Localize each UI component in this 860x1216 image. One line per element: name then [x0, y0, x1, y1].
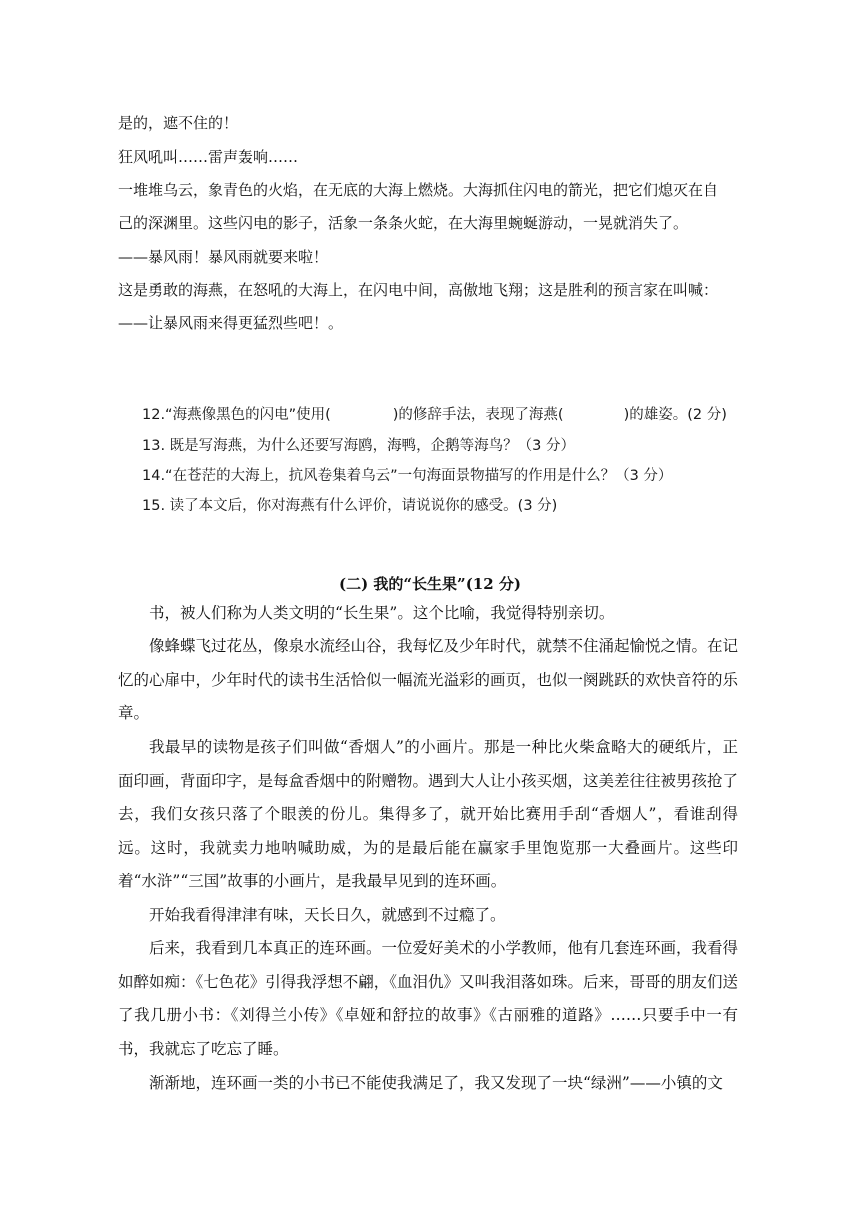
poem-line: 是的，遮不住的！	[118, 114, 239, 132]
poem-line: ——暴风雨！暴风雨就要来啦！	[118, 248, 329, 266]
section-title: (二) 我的“长生果”(12 分)	[339, 575, 521, 593]
poem-line: 一堆堆乌云，象青色的火焰，在无底的大海上燃烧。大海抓住闪电的箭光，把它们熄灭在自	[118, 181, 719, 199]
poem-line: ——让暴风雨来得更猛烈些吧！。	[118, 314, 344, 332]
question-12-text-2: )的修辞手法，表现了海燕(	[392, 407, 564, 423]
question-15: 15. 读了本文后，你对海燕有什么评价，请说说你的感受。(3 分)	[142, 498, 558, 514]
essay-paragraph: 渐渐地，连环画一类的小书已不能使我满足了，我又发现了一块“绿洲”——小镇的文	[149, 1074, 723, 1092]
question-13: 13. 既是写海燕，为什么还要写海鸥，海鸭，企鹅等海鸟？（3 分）	[142, 438, 576, 454]
question-12-text-3: )的雄姿。(2 分)	[623, 407, 727, 423]
essay-paragraph: 我最早的读物是孩子们叫做“香烟人”的小画片。那是一种比火柴盒略大的硬纸片，正面印画，背面印字，是每盒香烟中的附赠物。遇到大人让小孩买烟，这美差往往被男孩抢了去，我们女孩只落了个眼羡的份儿。集得多了，就开始比赛用手刮“香烟人”，看谁刮得远。这时，我就卖力地呐喊助威，为的是最后能在赢家手里饱览那一大叠画片。这些印着“水浒”“三国”故事的小画片，是我最早见到的连环画。	[118, 738, 739, 890]
essay-paragraph: 像蜂蝶飞过花丛，像泉水流经山谷，我每忆及少年时代，就禁不住涌起愉悦之情。在记忆的心扉中，少年时代的读书生活恰似一幅流光溢彩的画页，也似一阕跳跃的欢快音符的乐章。	[118, 637, 739, 722]
poem-line: 狂风吼叫……雷声轰响……	[118, 148, 299, 166]
question-12-text-1: 12.“海燕像黑色的闪电”使用(	[142, 407, 331, 423]
poem-line: 这是勇敢的海燕，在怒吼的大海上，在闪电中间，高傲地飞翔；这是胜利的预言家在叫喊：	[118, 281, 719, 299]
question-14: 14.“在苍茫的大海上，抗风卷集着乌云”一句海面景物描写的作用是什么？（3 分）	[142, 468, 673, 484]
essay-paragraph: 后来，我看到几本真正的连环画。一位爱好美术的小学教师，他有几套连环画，我看得如醉如痴：《七色花》引得我浮想不翩，《血泪仇》又叫我泪落如珠。后来，哥哥的朋友们送了我几册小书：《刘得兰小传》《卓娅和舒拉的故事》《古丽雅的道路》……只要手中一有书，我就忘了吃忘了睡。	[118, 939, 739, 1058]
essay-paragraph: 开始我看得津津有味，天长日久，就感到不过瘾了。	[149, 906, 506, 924]
poem-line: 己的深渊里。这些闪电的影子，活象一条条火蛇，在大海里蜿蜒游动，一晃就消失了。	[118, 214, 689, 232]
question-12	[142, 405, 727, 425]
essay-paragraph: 书，被人们称为人类文明的“长生果”。这个比喻，我觉得特别亲切。	[149, 604, 615, 622]
